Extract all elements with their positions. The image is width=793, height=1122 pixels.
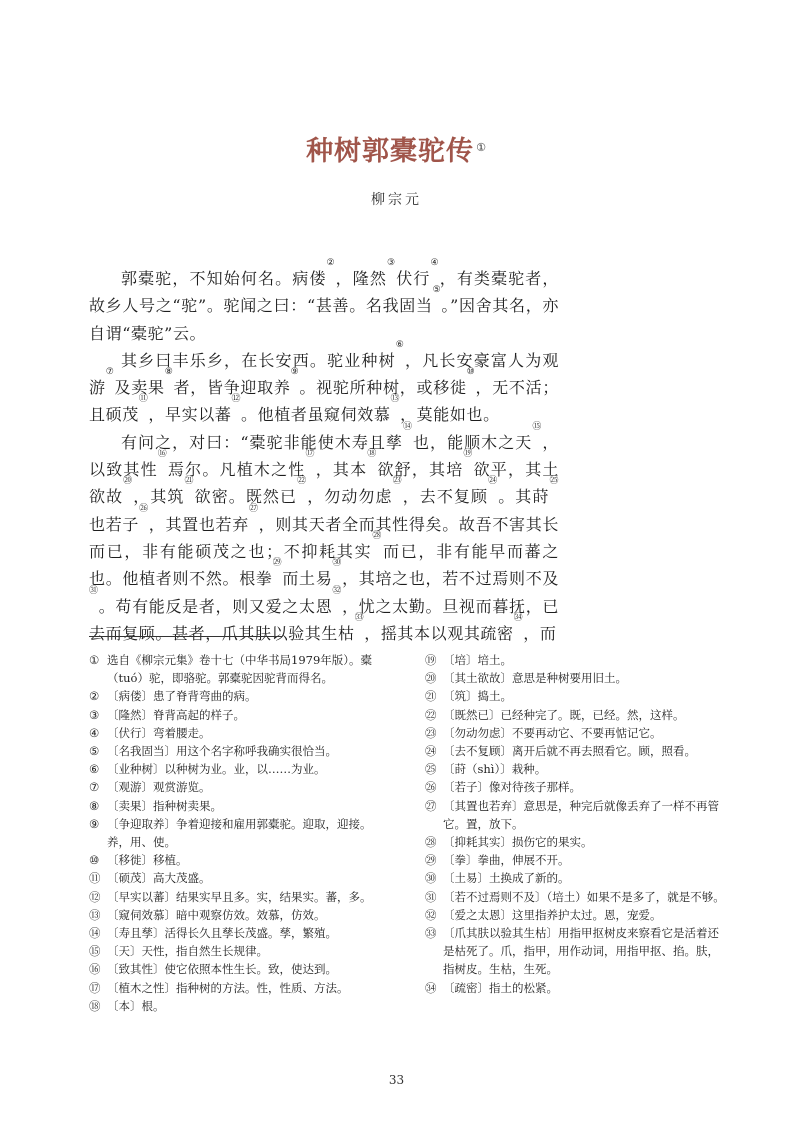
footnote-text: 〔病偻〕患了脊背弯曲的病。 — [107, 689, 257, 704]
footnote-text: 〔植木之性〕指种树的方法。性，性质、方法。 — [107, 980, 349, 995]
footnote-number: ㉗ — [425, 798, 437, 813]
footnote-text: 〔勿动勿虑〕不要再动它、不要再惦记它。 — [443, 725, 662, 740]
footnote-text: 〔筑〕捣土。 — [443, 689, 512, 704]
footnote-item — [425, 706, 725, 724]
footnote-number: ⑮ — [89, 944, 101, 959]
footnote-number: ⑤ — [89, 744, 100, 759]
footnote-text: 〔寿且孳〕活得长久且孳长茂盛。孳，繁殖。 — [107, 926, 337, 941]
footnote-number: ③ — [89, 707, 100, 722]
footnote-number: ⑲ — [425, 653, 437, 667]
footnote-item — [425, 651, 725, 669]
footnote-number: ⑬ — [89, 907, 101, 922]
footnote-text: 〔天〕天性，指自然生长规律。 — [107, 944, 268, 959]
main-text — [89, 258, 560, 647]
footnote-text: 〔早实以蕃〕结果实早且多。实，结果实。蕃，多。 — [107, 889, 372, 904]
footnote-number: ⑭ — [89, 926, 101, 941]
footnote-text: 〔拳〕拳曲，伸展不开。 — [443, 853, 570, 868]
footnote-text: 〔其置也若弃〕意思是，种完后就像丢弃了一样不再管它。置，放下。 — [443, 798, 719, 831]
footnote-text: 〔本〕根。 — [107, 998, 165, 1013]
footnote-item — [425, 669, 725, 687]
footnote-item — [89, 906, 389, 924]
footnote-number: ㉕ — [425, 762, 437, 777]
body-paragraph: 郭橐驼，不知始何名。病偻②，隆然③伏行④，有类橐驼者，故乡人号之“驼”。驼闻之曰：“甚善。名我固当⑤。”因舍其名，亦自谓“橐驼”云。 — [89, 258, 560, 343]
footnote-text: 〔伏行〕弯着腰走。 — [107, 725, 211, 740]
footnote-item — [89, 724, 389, 742]
footnote-item — [425, 742, 725, 760]
footnote-text: 选自《柳宗元集》卷十七（中华书局1979年版）。橐（tuó）驼，即骆驼。郭橐驼因驼背而得名。 — [107, 653, 373, 686]
footnote-text: 〔窥伺效慕〕暗中观察仿效。效慕，仿效。 — [107, 907, 326, 922]
footnotes-right-column — [425, 651, 725, 997]
footnote-number: ㉞ — [425, 980, 437, 995]
footnote-number: ㉙ — [425, 853, 437, 868]
footnote-number: ⑯ — [89, 962, 101, 977]
footnote-text: 〔隆然〕脊背高起的样子。 — [107, 707, 245, 722]
footnote-number: ⑦ — [89, 780, 100, 795]
footnote-text: 〔爱之太恩〕这里指养护太过。恩，宠爱。 — [443, 907, 662, 922]
footnote-text: 〔其土欲故〕意思是种树要用旧土。 — [443, 671, 627, 686]
footnote-text: 〔抑耗其实〕损伤它的果实。 — [443, 835, 593, 850]
footnote-number: ㉔ — [425, 744, 437, 759]
footnote-item — [425, 797, 725, 833]
footnote-number: ㉒ — [425, 707, 437, 722]
footnote-text: 〔若子〕像对待孩子那样。 — [443, 780, 581, 795]
footnote-item — [89, 851, 389, 869]
footnote-text: 〔观游〕观赏游览。 — [107, 780, 211, 795]
body-paragraph: 其乡曰丰乐乡，在长安西。驼业种树⑥，凡长安豪富人为观游⑦及卖果⑧者，皆争迎取养⑨。视驼所种树，或移徙⑩，无不活；且硕茂⑪，早实以蕃⑫。他植者虽窥伺效慕⑬，莫能如也。 — [89, 339, 559, 425]
footnote-text: 〔争迎取养〕争着迎接和雇用郭橐驼。迎取，迎接。养，用、使。 — [107, 816, 372, 850]
footnote-item — [425, 833, 725, 851]
footnote-text: 〔培〕培土。 — [443, 653, 512, 667]
footnote-text: 〔致其性〕使它依照本性生长。致，使达到。 — [107, 962, 337, 977]
footnote-item — [89, 924, 389, 942]
body-paragraph: 有问之，对曰：“橐驼非能使木寿且孳⑭也，能顺木之天⑮，以致其性⑯焉尔。凡植木之性⑰，其本⑱欲舒，其培⑲欲平，其土欲故⑳，其筑$^㉑$欲密。既然已$^㉒$，勿动勿虑$^㉓$，去不复顾$^㉔$。其莳$^㉕$也若子$^㉖$，其置也若弃$^㉗$，则其天者全而其性得矣。故吾不害其长而已，非有能硕茂之也；不抑耗其实$^㉘$而已，非有能早而蕃之也。他植者则不然。根拳$^㉙$而土易$^㉚$，其培之也，若不过焉则不及$^㉛$。苟有能反是者，则又爱之太恩$^㉜$，忧之太勤。旦视而暮抚，已去而复顾。甚者，爪其肤以验其生枯$^㉝$，摇其本以观其疏密$^㉞$，而 — [89, 421, 560, 643]
footnote-number: ㉑ — [425, 689, 437, 704]
footnote-item — [89, 997, 389, 1015]
footnote-number: ② — [89, 689, 100, 704]
footnote-item — [425, 979, 725, 997]
footnote-item — [425, 924, 725, 979]
footnote-text: 〔疏密〕指土的松紧。 — [443, 980, 558, 995]
footnote-number: ㉘ — [425, 835, 437, 850]
footnote-text: 〔既然已〕已经种完了。既，已经。然，这样。 — [443, 707, 685, 722]
footnote-number: ㉝ — [425, 926, 437, 941]
footnote-text: 〔名我固当〕用这个名字称呼我确实很恰当。 — [107, 744, 337, 759]
footnote-item — [89, 960, 389, 978]
footnote-number: ㉜ — [425, 907, 437, 922]
footnote-number: ⑧ — [89, 798, 100, 813]
title-text: 种树郭橐驼传 — [306, 136, 475, 167]
footnote-item — [425, 687, 725, 705]
footnote-item — [89, 815, 389, 851]
footnote-item — [89, 942, 389, 960]
footnote-number: ⑩ — [89, 853, 100, 868]
footnote-item — [89, 979, 389, 997]
footnote-item — [89, 742, 389, 760]
footnote-item — [425, 724, 725, 742]
footnote-text: 〔移徙〕移植。 — [107, 853, 188, 868]
footnote-number: ㉓ — [425, 725, 437, 740]
footnote-number: ㉛ — [425, 889, 437, 904]
footnote-text: 〔硕茂〕高大茂盛。 — [107, 871, 211, 886]
footnote-text: 〔去不复顾〕离开后就不再去照看它。顾，照看。 — [443, 744, 696, 759]
footnotes-left-column — [89, 651, 389, 1015]
footnote-item — [425, 778, 725, 796]
footnote-item — [425, 888, 725, 906]
page-number: 33 — [388, 1073, 405, 1087]
footnote-item — [89, 687, 389, 705]
footnote-number: ⑪ — [89, 871, 101, 886]
footnote-item — [89, 706, 389, 724]
footnote-number: ④ — [89, 725, 100, 740]
footnote-item — [89, 888, 389, 906]
footnote-number: ⑳ — [425, 671, 437, 686]
title-footnote-marker: ① — [476, 141, 487, 154]
footnote-number: ㉖ — [425, 780, 437, 795]
footnote-text: 〔土易〕土换成了新的。 — [443, 871, 570, 886]
footnote-number: ⑱ — [89, 998, 101, 1013]
footnote-number: ⑥ — [89, 762, 100, 777]
footnote-item — [89, 869, 389, 887]
author: 柳宗元 — [371, 192, 422, 208]
footnote-number: ㉚ — [425, 871, 437, 886]
footnote-item — [425, 760, 725, 778]
footnote-item — [89, 778, 389, 796]
footnote-text: 〔爪其肤以验其生枯〕用指甲抠树皮来察看它是活着还是枯死了。爪，指甲，用作动词，用指甲抠、掐。肤，指树皮。生枯，生死。 — [443, 926, 719, 977]
footnote-item — [89, 797, 389, 815]
footnote-item — [425, 851, 725, 869]
footnote-number: ⑫ — [89, 889, 101, 904]
footnote-text: 〔莳（shì）〕栽种。 — [443, 762, 547, 777]
page-title — [0, 128, 793, 176]
footnote-item — [425, 869, 725, 887]
footnote-number: ⑰ — [89, 980, 101, 995]
footnote-number: ① — [89, 653, 100, 667]
footnote-text: 〔若不过焉则不及〕（培土）如果不是多了，就是不够。 — [443, 889, 725, 904]
footnote-item — [425, 906, 725, 924]
footnote-text: 〔卖果〕指种树卖果。 — [107, 798, 222, 813]
footnote-divider — [89, 636, 282, 637]
footnote-item — [89, 760, 389, 778]
footnote-item — [89, 651, 389, 687]
footnote-number: ⑨ — [89, 816, 100, 831]
footnote-text: 〔业种树〕以种树为业。业，以……为业。 — [107, 762, 326, 777]
